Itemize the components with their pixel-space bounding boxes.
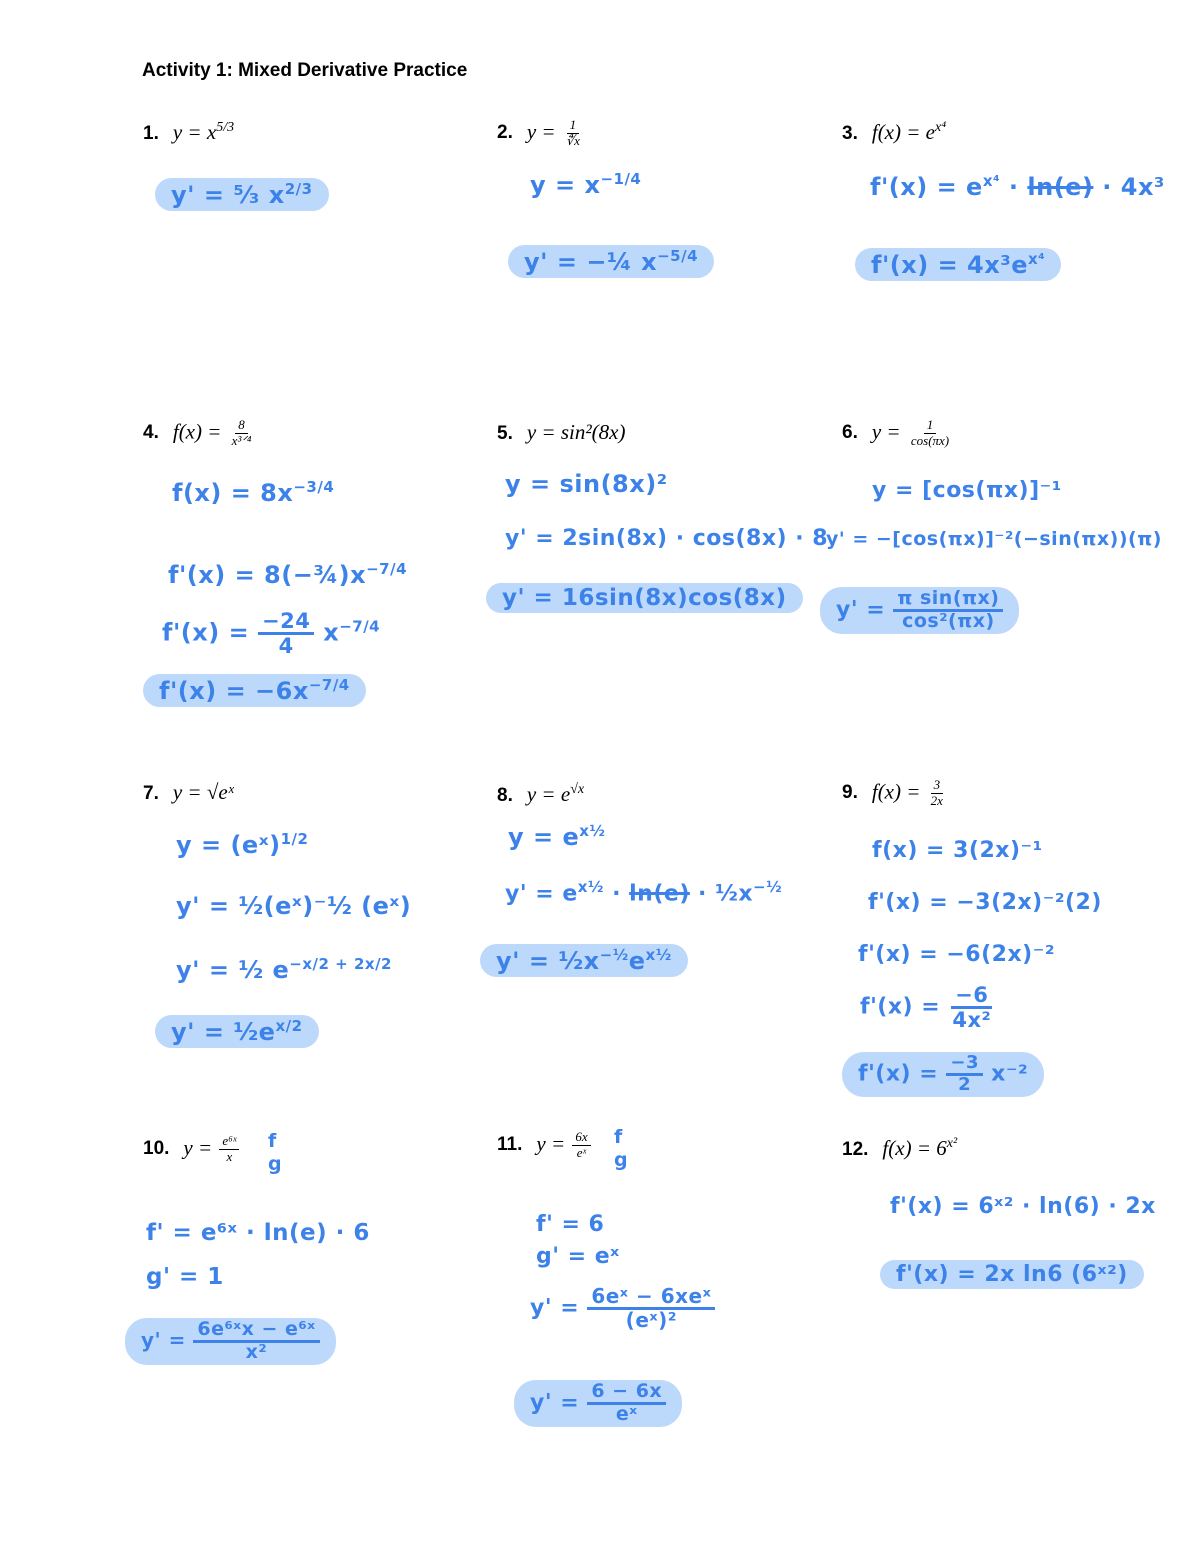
fraction-numerator: −24 (258, 610, 314, 635)
problem-number: 5. (497, 423, 513, 444)
answer-text: y' = (836, 597, 894, 623)
step-text: y = (eˣ) (176, 831, 281, 859)
work-7-step3 (176, 955, 392, 984)
work-9-step1: f(x) = 3(2x)⁻¹ (872, 838, 1043, 863)
answer-exponent: −½ (599, 946, 629, 964)
step-exponent: −x/2 + 2x/2 (289, 955, 392, 973)
work-9-step4 (860, 984, 995, 1031)
work-10-step2: g' = 1 (146, 1264, 224, 1290)
step-fraction (587, 1286, 715, 1331)
answer-1-final (155, 178, 329, 211)
problem-number: 11. (497, 1134, 523, 1156)
work-9-step3: f'(x) = −6(2x)⁻² (858, 942, 1055, 967)
problem-lhs: y = (871, 419, 906, 444)
problem-number: 7. (143, 783, 159, 804)
fraction-numerator: 1 (567, 118, 580, 134)
answer-7-final (155, 1015, 319, 1048)
problem-rhs: e (560, 782, 571, 806)
fraction-denominator: cos(πx) (910, 432, 950, 448)
fraction-denominator: 2x (930, 792, 943, 808)
problem-fraction (229, 418, 255, 449)
problem-lhs: y = (536, 1131, 571, 1156)
problem-number: 10. (143, 1138, 170, 1160)
work-6-step1: y = [cos(πx)]⁻¹ (872, 478, 1062, 503)
answer-12-final: f'(x) = 2x ln6 (6ˣ²) (880, 1260, 1144, 1289)
problem-4 (143, 418, 256, 449)
answer-5-final: y' = 16sin(8x)cos(8x) (486, 583, 803, 613)
tag-f: f (614, 1126, 623, 1148)
step-exponent: −7/4 (366, 560, 408, 578)
answer-text: y' = −¼ x (524, 248, 658, 276)
problem-5 (497, 420, 625, 445)
work-7-step2: y' = ½(eˣ)⁻½ (eˣ) (176, 892, 412, 920)
work-9-step2: f'(x) = −3(2x)⁻²(2) (868, 890, 1102, 915)
answer-6-final (820, 587, 1019, 634)
step-text: f'(x) = (162, 618, 259, 647)
step-text: f'(x) = e (870, 173, 983, 201)
answer-text: f'(x) = (858, 1061, 947, 1087)
problem-number: 9. (842, 782, 858, 804)
problem-exponent: x⁴ (935, 120, 947, 135)
fraction-denominator: eˣ (615, 1402, 638, 1425)
fraction-denominator: (eˣ)² (625, 1308, 678, 1332)
problem-lhs: y = (172, 120, 207, 144)
answer-4-final (143, 674, 366, 707)
tag-f: f (268, 1130, 277, 1152)
work-7-step1 (176, 830, 308, 859)
step-text: f(x) = 8x (172, 479, 294, 507)
answer-2-final (508, 245, 714, 278)
work-11-step3 (530, 1286, 715, 1331)
problem-rhs: √eˣ (206, 780, 234, 804)
problem-rhs: 6 (936, 1136, 947, 1160)
fraction-numerator: 6eˣ − 6xeˣ (587, 1286, 715, 1310)
problem-number: 3. (842, 123, 858, 144)
fraction-denominator: x (226, 1148, 233, 1164)
answer-text: y' = (530, 1390, 588, 1416)
problem-fraction (219, 1134, 239, 1165)
step-exponent: −3/4 (293, 478, 335, 496)
problem-lhs: f(x) = (871, 779, 926, 804)
problem-exponent: 5/3 (216, 120, 235, 135)
answer-text: y' = ½x (496, 947, 600, 975)
problem-fraction (908, 418, 952, 449)
problem-lhs: f(x) = (882, 1136, 937, 1160)
answer-exponent: x⁴ (1028, 250, 1046, 268)
crossed-out-term: ln(e) (629, 881, 690, 907)
fraction-numerator: 6x (572, 1130, 590, 1146)
answer-exponent: x½ (645, 946, 672, 964)
fraction-numerator: 6e⁶ˣx − e⁶ˣ (193, 1320, 319, 1343)
step-text: f'(x) = (860, 994, 949, 1020)
problem-8 (497, 782, 584, 807)
step-text: · ½x (698, 881, 754, 907)
step-exponent: −1/4 (600, 170, 642, 188)
answer-text: f'(x) = −6x (159, 677, 309, 705)
step-exponent: x½ (579, 822, 606, 840)
fraction-denominator: 4 (278, 634, 294, 659)
step-fraction (258, 610, 314, 657)
step-text: y' = (530, 1295, 588, 1321)
problem-fraction (572, 1130, 590, 1161)
problem-fraction (563, 118, 583, 149)
fraction-denominator: 2 (958, 1073, 972, 1095)
fraction-numerator: π sin(πx) (893, 589, 1003, 612)
fraction-denominator: x³ᐟ⁴ (231, 432, 252, 448)
problem-11 (497, 1130, 593, 1161)
problem-fraction (928, 778, 946, 809)
crossed-out-term: ln(e) (1027, 173, 1094, 201)
problem-exponent: √x (570, 782, 585, 797)
page-title: Activity 1: Mixed Derivative Practice (142, 60, 468, 81)
work-4-step2 (168, 560, 407, 589)
step-text: · 4x³ (1102, 173, 1165, 201)
work-4-step1 (172, 478, 334, 507)
fraction-denominator: ∜x (565, 132, 580, 148)
work-4-step3 (162, 610, 380, 657)
work-11-step1: f' = 6 (536, 1212, 605, 1237)
work-3-step1: $f'(x) = e^{x^4} \cdot \ln(e) \cdot 4x^3$ (870, 172, 1165, 201)
problem-7 (143, 780, 234, 805)
problem-1 (143, 120, 234, 145)
answer-exponent: 2/3 (284, 180, 313, 198)
problem-exponent: x² (946, 1136, 958, 1151)
answer-text: f'(x) = 4x³e (871, 251, 1028, 279)
step-text: y' = e (505, 881, 578, 907)
problem-rhs: sin²(8x) (560, 420, 626, 444)
fraction-numerator: −6 (951, 984, 992, 1009)
work-12-step1: f'(x) = 6ˣ² · ln(6) · 2x (890, 1194, 1156, 1219)
problem-rhs: e (925, 120, 935, 144)
work-6-step2: y' = −[cos(πx)]⁻²(−sin(πx))(π) (826, 528, 1162, 550)
step-text: y = x (530, 171, 601, 199)
fraction-numerator: −3 (946, 1054, 983, 1076)
answer-fraction (193, 1320, 319, 1363)
answer-text: y' = ⁵⁄₃ x (171, 181, 285, 209)
work-11-step2: g' = eˣ (536, 1244, 620, 1269)
fraction-numerator: 6 − 6x (587, 1382, 666, 1405)
problem-9 (842, 778, 948, 809)
problem-lhs: f(x) = (172, 419, 227, 444)
work-5-step1: y = sin(8x)² (505, 470, 668, 498)
problem-number: 4. (143, 422, 159, 444)
answer-text: y' = ½e (171, 1018, 276, 1046)
work-2-step1 (530, 170, 641, 199)
fraction-numerator: 1 (924, 418, 937, 434)
work-8-step1 (508, 822, 605, 851)
problem-2 (497, 118, 585, 149)
problem-lhs: y = (183, 1135, 218, 1160)
step-fraction (948, 984, 995, 1031)
fraction-numerator: 8 (235, 418, 248, 434)
step-exponent: −½ (753, 878, 783, 896)
fg-label-11 (614, 1126, 628, 1172)
step-exponent: x⁴ (982, 172, 1001, 190)
step-text: f'(x) = 8(−¾)x (168, 561, 367, 589)
answer-exponent: −7/4 (308, 676, 350, 694)
step-text: y' = ½ e (176, 956, 290, 984)
answer-text: e (628, 947, 646, 975)
fg-label-10 (268, 1130, 282, 1176)
step-exponent: −7/4 (339, 617, 381, 636)
problem-10 (143, 1134, 241, 1165)
answer-10-final (125, 1318, 336, 1365)
answer-fraction (946, 1054, 983, 1095)
problem-number: 2. (497, 122, 513, 144)
problem-number: 1. (143, 123, 159, 144)
problem-lhs: f(x) = (871, 120, 926, 144)
work-10-step1: f' = e⁶ˣ · ln(e) · 6 (146, 1220, 370, 1246)
problem-number: 6. (842, 422, 858, 444)
problem-lhs: y = (526, 782, 561, 806)
fraction-denominator: cos²(πx) (902, 609, 995, 632)
step-exponent: 1/2 (280, 830, 309, 848)
fraction-denominator: x² (245, 1340, 268, 1363)
problem-lhs: y = (526, 420, 561, 444)
fraction-denominator: eˣ (576, 1144, 587, 1160)
problem-6 (842, 418, 954, 449)
answer-exponent: x/2 (275, 1017, 303, 1035)
step-text: y = e (508, 823, 580, 851)
fraction-numerator: e⁶ˣ (219, 1134, 239, 1150)
fraction-numerator: 3 (931, 778, 944, 794)
answer-8-final (480, 944, 688, 977)
fraction-denominator: 4x² (952, 1008, 992, 1033)
step-exponent: x½ (577, 878, 604, 896)
problem-number: 12. (842, 1139, 869, 1160)
problem-12 (842, 1136, 957, 1161)
answer-11-final (514, 1380, 682, 1427)
problem-number: 8. (497, 785, 513, 806)
problem-rhs: x (206, 120, 217, 144)
problem-3 (842, 120, 946, 145)
answer-fraction (587, 1382, 666, 1425)
tag-g: g (268, 1152, 282, 1175)
answer-3-final (855, 248, 1061, 281)
step-text: x (323, 618, 340, 647)
answer-fraction (893, 589, 1003, 632)
work-8-step2: $y' = e^{x\frac{1}{2}} \cdot \ln(e)$ · $\frac{1}{2}x^{-\frac{1}{2}}$ (505, 878, 783, 907)
answer-text: y' = (141, 1327, 194, 1352)
answer-text: x⁻² (991, 1061, 1029, 1087)
answer-exponent: −5/4 (657, 247, 699, 265)
answer-9-final (842, 1052, 1044, 1097)
work-5-step2: y' = 2sin(8x) · cos(8x) · 8 (505, 526, 829, 551)
problem-lhs: y = (526, 119, 561, 144)
tag-g: g (614, 1148, 628, 1171)
problem-lhs: y = (172, 780, 207, 804)
